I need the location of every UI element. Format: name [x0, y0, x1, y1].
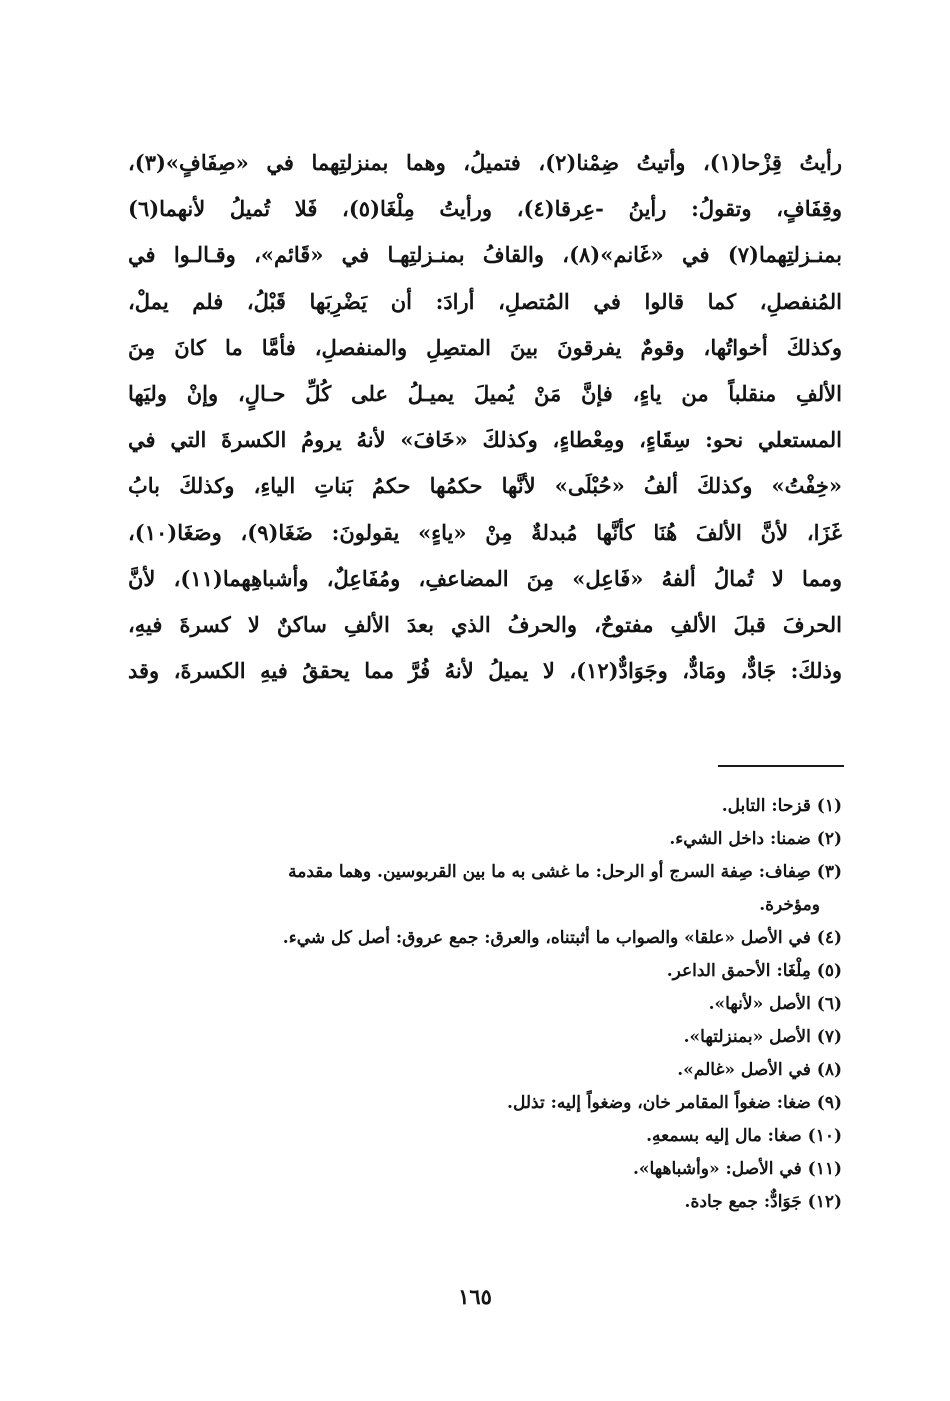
text-line: ومما لا تُمالُ ألفهُ «فَاعِل» مِنَ المضاعفِ، ومُفَاعِلٌ، وأشباهِهما(١١)، لأنَّ	[128, 565, 842, 591]
text-line: الحرفَ قبلَ الألفِ مفتوحٌ، والحرفُ الذي بعدَ الألفِ ساكنٌ لا كسرةَ فيهِ،	[128, 611, 842, 637]
page-number: ١٦٥	[458, 1284, 492, 1309]
main-text	[128, 140, 842, 694]
footnote: (٢) ضمنا: داخل الشيء.	[669, 829, 842, 849]
footnote: (١) قزحا: التابل.	[721, 796, 842, 816]
footnote: (٥) مِلْغَا: الأحمق الداعر.	[666, 961, 842, 981]
footnote: (٣) صِفاف: صِفة السرج أو الرحل: ما غشى به ما بين القربوسين. وهما مقدمة	[288, 862, 842, 882]
footnote: (٨) في الأصل «غالم».	[677, 1060, 842, 1080]
text-line: وذلكَ: جَادٌّ، ومَادٌّ، وجَوَادٌّ(١٢)، لا يميلُ لأنهُ فُرَّ مما يحققُ فيهِ الكسرةَ، وقد	[128, 658, 842, 684]
text-line: المُنفصلِ، كما قالوا في المُتصلِ، أرادَ: أن يَضْرِبَها قَبْلُ، فلم يملْ،	[128, 288, 842, 314]
footnote: (٩) ضغا: ضغواً المقامر خان، وضغواً إليه: تذلل.	[507, 1093, 842, 1113]
text-line: «خِفْتُ» وكذلكَ ألفُ «حُبْلَى» لأنَّها حكمُها حكمُ بَناتِ الياءِ، وكذلكَ بابُ	[128, 473, 842, 499]
text-line: رأيتُ قِزْحا(١)، وأتيتُ ضِمْنا(٢)، فتميلُ، وهما بمنزلتِهما في «صِفَافٍ»(٣)،	[128, 150, 842, 175]
footnotes	[128, 790, 842, 1219]
footnote: (١١) في الأصل: «وأشباهها».	[632, 1159, 842, 1179]
text-line: الألفِ منقلباً من ياءٍ، فإنَّ مَنْ يُميلَ يميـلُ على كُلِّ حـالٍ، وإنْ وليَها	[128, 380, 842, 406]
footnote: (٦) الأصل «لأنها».	[708, 994, 842, 1014]
text-line: وقِفَافٍ، وتقولُ: رأينُ -عِرقا(٤)، ورأيتُ مِلْغَا(٥)، فَلا تُميلُ لأنهما(٦)	[128, 196, 842, 222]
footnote: (١٢) جَوَادٌّ: جمع جادة.	[684, 1192, 842, 1212]
text-line: بمنـزلتِهما(٧) في «غَانم»(٨)، والقافُ بمنـزلتِهـا في «قَائم»، وقـالـوا في	[128, 242, 842, 268]
footnote: (٧) الأصل «بمنزلتها».	[683, 1027, 842, 1047]
footnote: (٤) في الأصل «علقا» والصواب ما أثبتناه، والعرق: جمع عروق: أصل كل شيء.	[282, 928, 842, 948]
text-line: وكذلكَ أخواتُها، وقومٌ يفرقونَ بينَ المتصِلِ والمنفصلِ، فأمَّا ما كانَ مِنَ	[128, 334, 842, 360]
footnote-separator	[718, 765, 844, 767]
footnote: ومؤخرة.	[759, 895, 820, 915]
footnote: (١٠) صغا: مال إليه بسمعهِ.	[646, 1126, 842, 1146]
text-line: المستعلي نحو: سِقَاءٍ، ومِعْطاءٍ، وكذلكَ «خَافَ» لأنهُ يرومُ الكسرةَ التي في	[128, 427, 842, 453]
text-line: غَزَا، لأنَّ الألفَ هُنَا كأنَّها مُبدلةٌ مِنْ «ياءٍ» يقولونَ: ضَغَا(٩)، وصَغَا(١٠)،	[128, 519, 842, 545]
